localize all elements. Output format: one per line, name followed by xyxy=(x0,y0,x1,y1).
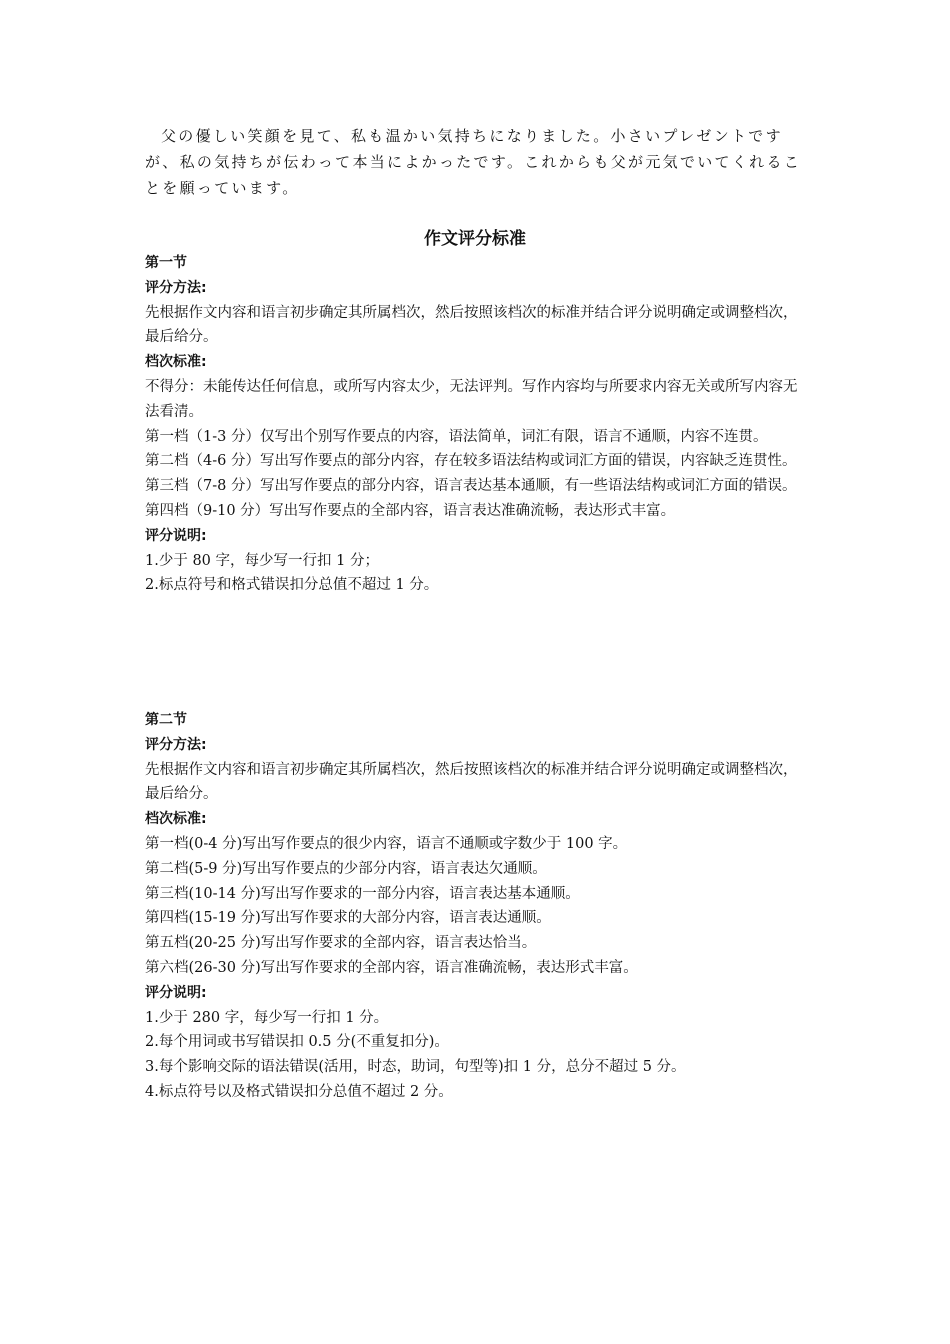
notes-label: 评分说明: xyxy=(145,984,207,1001)
criteria-item: 第四档（9-10 分）写出写作要点的全部内容，语言表达准确流畅，表达形式丰富。 xyxy=(145,502,676,519)
method-label: 评分方法: xyxy=(145,736,207,753)
section-heading: 第二节 xyxy=(145,712,187,728)
section-heading: 第一节 xyxy=(145,255,187,271)
section-two xyxy=(145,708,807,1105)
criteria-item: 第三档（7-8 分）写出写作要点的部分内容，语言表达基本通顺，有一些语法结构或词汇方面的错误。 xyxy=(145,478,797,495)
note-item: 3.每个影响交际的语法错误(活用，时态，助词，句型等)扣 1 分，总分不超过 5 分。 xyxy=(145,1059,686,1076)
section-one xyxy=(145,251,807,598)
japanese-paragraph xyxy=(145,123,807,201)
note-item: 1.少于 280 字，每少写一行扣 1 分。 xyxy=(145,1009,389,1026)
criteria-item: 第二档(5-9 分)写出写作要点的少部分内容，语言表达欠通顺。 xyxy=(145,860,547,877)
criteria-item: 第五档(20-25 分)写出写作要求的全部内容，语言表达恰当。 xyxy=(145,935,537,952)
method-text: 先根据作文内容和语言初步确定其所属档次，然后按照该档次的标准并结合评分说明确定或调整档次，最后给分。 xyxy=(145,304,798,346)
japanese-paragraph-text: 父の優しい笑顔を見て、私も温かい気持ちになりました。小さいプレゼントですが、私の気持ちが伝わって本当によかったです。これからも父が元気でいてくれることを願っています。 xyxy=(145,127,802,197)
criteria-item: 不得分：未能传达任何信息，或所写内容太少，无法评判。写作内容均与所要求内容无关或所写内容无法看清。 xyxy=(145,378,798,420)
criteria-item: 第一档（1-3 分）仅写出个别写作要点的内容，语法简单，词汇有限，语言不通顺，内容不连贯。 xyxy=(145,428,768,445)
method-text: 先根据作文内容和语言初步确定其所属档次，然后按照该档次的标准并结合评分说明确定或调整档次，最后给分。 xyxy=(145,761,798,803)
method-label: 评分方法: xyxy=(145,279,207,296)
note-item: 2.每个用词或书写错误扣 0.5 分(不重复扣分)。 xyxy=(145,1034,449,1051)
note-item: 4.标点符号以及格式错误扣分总值不超过 2 分。 xyxy=(145,1083,453,1100)
note-item: 2.标点符号和格式错误扣分总值不超过 1 分。 xyxy=(145,577,439,594)
page-title: 作文评分标准 xyxy=(424,229,526,249)
criteria-label: 档次标准: xyxy=(145,811,207,828)
criteria-item: 第三档(10-14 分)写出写作要求的一部分内容，语言表达基本通顺。 xyxy=(145,885,580,902)
note-item: 1.少于 80 字，每少写一行扣 1 分； xyxy=(145,552,379,569)
notes-label: 评分说明: xyxy=(145,527,207,544)
criteria-label: 档次标准: xyxy=(145,354,207,371)
criteria-item: 第六档(26-30 分)写出写作要求的全部内容，语言准确流畅，表达形式丰富。 xyxy=(145,959,638,976)
criteria-item: 第二档（4-6 分）写出写作要点的部分内容，存在较多语法结构或词汇方面的错误，内容缺乏连贯性。 xyxy=(145,453,797,470)
criteria-item: 第四档(15-19 分)写出写作要求的大部分内容，语言表达通顺。 xyxy=(145,910,551,927)
criteria-item: 第一档(0-4 分)写出写作要点的很少内容，语言不通顺或字数少于 100 字。 xyxy=(145,835,628,852)
